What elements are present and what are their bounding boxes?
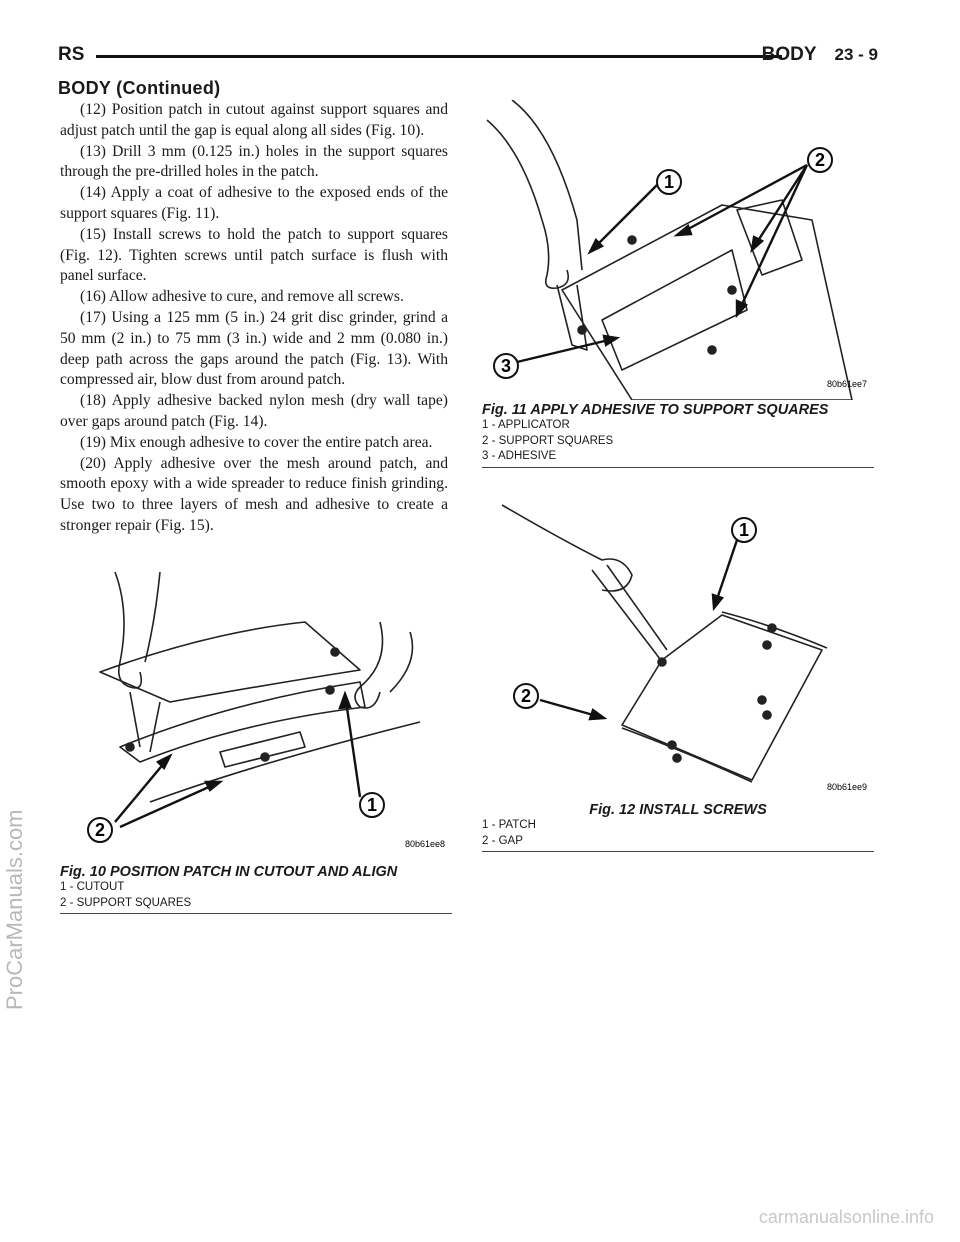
fig12-title: Fig. 12 INSTALL SCREWS [589, 802, 767, 818]
header-section-left: RS [58, 44, 85, 65]
footer-watermark: carmanualsonline.info [758, 1207, 934, 1227]
fig11-rule [482, 467, 874, 468]
fig11-code: 80b61ee7 [827, 379, 868, 389]
step-20: (20) Apply adhesive over the mesh around patch, and smooth epoxy with a wide spreader to reduce finish grinding. Use two to three layers of mesh and adhesive to create a stronger repair (Fig. 15). [60, 454, 448, 534]
fig11-callout-2: 2 [814, 150, 826, 170]
step-16: (16) Allow adhesive to cure, and remove all screws. [80, 288, 404, 306]
fig12-legend [482, 818, 874, 849]
step-13: (13) Drill 3 mm (0.125 in.) holes in the support squares through the pre-drilled holes in the patch. [60, 142, 448, 181]
page-subheading: BODY (Continued) [58, 78, 221, 98]
fig11-callout-3: 3 [500, 356, 512, 376]
fig12-legend-item: 1 - PATCH [482, 819, 536, 831]
header-right [762, 44, 878, 66]
fig11-legend [482, 418, 874, 465]
step-15: (15) Install screws to hold the patch to support squares (Fig. 12). Tighten screws until patch surface is flush with panel surface. [60, 225, 448, 285]
procedure-text [60, 100, 448, 537]
fig10-legend-item: 1 - CUTOUT [60, 881, 125, 893]
figure-10-illustration [60, 572, 452, 862]
side-watermark: ProCarManuals.com [2, 809, 27, 1010]
step-12: (12) Position patch in cutout against support squares and adjust patch until the gap is equal along all sides (Fig. 10). [60, 101, 448, 139]
fig10-callout-2: 2 [94, 820, 106, 840]
fig10-code: 80b61ee8 [405, 839, 446, 849]
fig10-legend-item: 2 - SUPPORT SQUARES [60, 896, 192, 909]
page-number: 23 - 9 [834, 45, 878, 64]
figure-12-illustration [482, 500, 874, 800]
step-19: (19) Mix enough adhesive to cover the entire patch area. [80, 433, 433, 451]
fig12-legend-item: 2 - GAP [482, 834, 523, 847]
figure-10 [60, 572, 452, 914]
figure-11 [482, 100, 874, 468]
figure-12 [482, 500, 874, 852]
fig11-callout-1: 1 [663, 172, 675, 192]
fig12-callout-2: 2 [520, 686, 532, 706]
fig11-legend-item: 1 - APPLICATOR [482, 419, 570, 431]
fig10-legend [60, 880, 452, 911]
fig12-callout-1: 1 [738, 520, 750, 540]
fig10-title: Fig. 10 POSITION PATCH IN CUTOUT AND ALIGN [60, 864, 398, 880]
fig11-title: Fig. 11 APPLY ADHESIVE TO SUPPORT SQUARES [482, 402, 829, 418]
step-17: (17) Using a 125 mm (5 in.) 24 grit disc grinder, grind a 50 mm (2 in.) to 75 mm (3 in.) wide and 2 mm (0.080 in.) deep path across the gaps around the patch (Fig. 13). With compressed air, blow dust from around patch. [60, 308, 448, 389]
fig11-legend-item: 3 - ADHESIVE [482, 450, 557, 462]
step-18: (18) Apply adhesive backed nylon mesh (dry wall tape) over gaps around patch (Fig. 14). [60, 392, 448, 430]
fig10-rule [60, 913, 452, 914]
fig12-rule [482, 851, 874, 852]
fig11-legend-item: 2 - SUPPORT SQUARES [482, 434, 614, 447]
step-14: (14) Apply a coat of adhesive to the exposed ends of the support squares (Fig. 11). [60, 184, 448, 222]
header-section-right: BODY [761, 44, 817, 65]
fig12-code: 80b61ee9 [827, 782, 868, 792]
header-rule [96, 55, 782, 58]
fig10-callout-1: 1 [366, 795, 378, 815]
figure-11-illustration [482, 100, 874, 400]
